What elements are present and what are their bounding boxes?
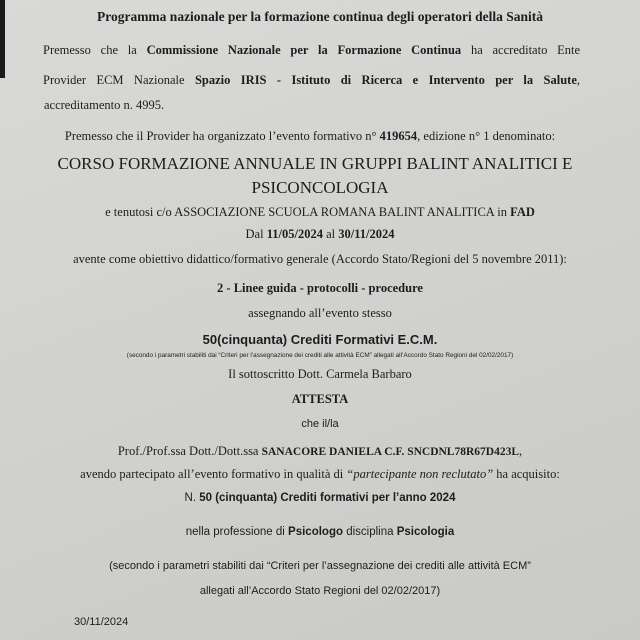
discipline: Psicologia [396, 526, 455, 538]
intro-line-1 [43, 42, 580, 58]
document-title: Programma nazionale per la formazione continua degli operatori della Sanità [96, 9, 544, 24]
participant-name: SANACORE DANIELA C.F. SNCDNL78R67D423L [261, 446, 520, 458]
intro-line-2 [43, 72, 580, 88]
text: Dal [245, 227, 267, 241]
end-date: 30/11/2024 [338, 227, 395, 241]
event-title-line-1: CORSO FORMAZIONE ANNUALE IN GRUPPI BALINT ANALITICI E [57, 154, 573, 173]
criteria-line-1: (secondo i parametri stabiliti dai “Criteri per l’assegnazione dei crediti alle attività ECM” [109, 560, 531, 572]
event-number: 419654 [379, 129, 418, 143]
text: , edizione n° 1 denominato: [417, 129, 556, 143]
event-dates [40, 226, 600, 242]
event-credits: 50(cinquanta) Crediti Formativi E.C.M. [202, 332, 438, 347]
profession-line [40, 524, 600, 540]
start-date: 11/05/2024 [266, 227, 323, 241]
text: e tenutosi c/o ASSOCIAZIONE SCUOLA ROMANA BALINT ANALITICA in [105, 205, 511, 219]
text: ha accreditato Ente [461, 43, 581, 57]
issue-date: 30/11/2024 [74, 616, 129, 628]
credits-value: 50 (cinquanta) Crediti formativi per l’anno 2024 [199, 492, 456, 504]
event-venue [40, 204, 600, 220]
text: avendo partecipato all’evento formativo in qualità di [80, 467, 347, 481]
signer: Il sottoscritto Dott. Carmela Barbaro [228, 367, 412, 381]
text: Provider ECM Nazionale [43, 73, 195, 87]
text: disciplina [343, 526, 397, 538]
text: Premesso che il Provider ha organizzato l’evento formativo n° [64, 129, 380, 143]
objective: 2 - Linee guida - protocolli - procedure [217, 281, 423, 295]
event-intro [40, 128, 580, 144]
text: ha acquisito: [493, 467, 560, 481]
event-title-line-2: PSICONCOLOGIA [251, 178, 389, 197]
objective-intro: avente come obiettivo didattico/formativo generale (Accordo Stato/Regioni del 5 novembre 2011): [73, 252, 567, 266]
criteria-small: (secondo i parametri stabiliti dai “Criteri per l’assegnazione dei crediti alle attività ECM” allegati all’Accordo Stato Regioni del 02/02/2017) [126, 352, 514, 359]
text: Prof./Prof.ssa Dott./Dott.ssa [117, 444, 262, 458]
attesta-heading: ATTESTA [291, 392, 349, 406]
commission-name: Commissione Nazionale per la Formazione Continua [146, 43, 462, 57]
assigning-text: assegnando all’evento stesso [248, 306, 392, 320]
text: , [519, 444, 523, 458]
text: , [576, 73, 581, 87]
text: N. [184, 492, 200, 504]
accreditation-number: accreditamento n. 4995. [44, 98, 165, 112]
acquired-credits [40, 490, 600, 506]
criteria-line-2: allegati all’Accordo Stato Regioni del 02/02/2017) [199, 585, 441, 597]
participation-line [40, 466, 600, 482]
venue-mode: FAD [510, 205, 535, 219]
profession: Psicologo [288, 526, 343, 538]
che-il-la: che il/la [301, 418, 339, 430]
text: nella professione di [185, 526, 289, 538]
text: al [322, 227, 339, 241]
text: Premesso che la [43, 43, 147, 57]
participant-role: “partecipante non reclutato” [346, 467, 494, 481]
provider-name: Spazio IRIS - Istituto di Ricerca e Intervento per la Salute [194, 73, 577, 87]
participant-line [40, 443, 600, 460]
